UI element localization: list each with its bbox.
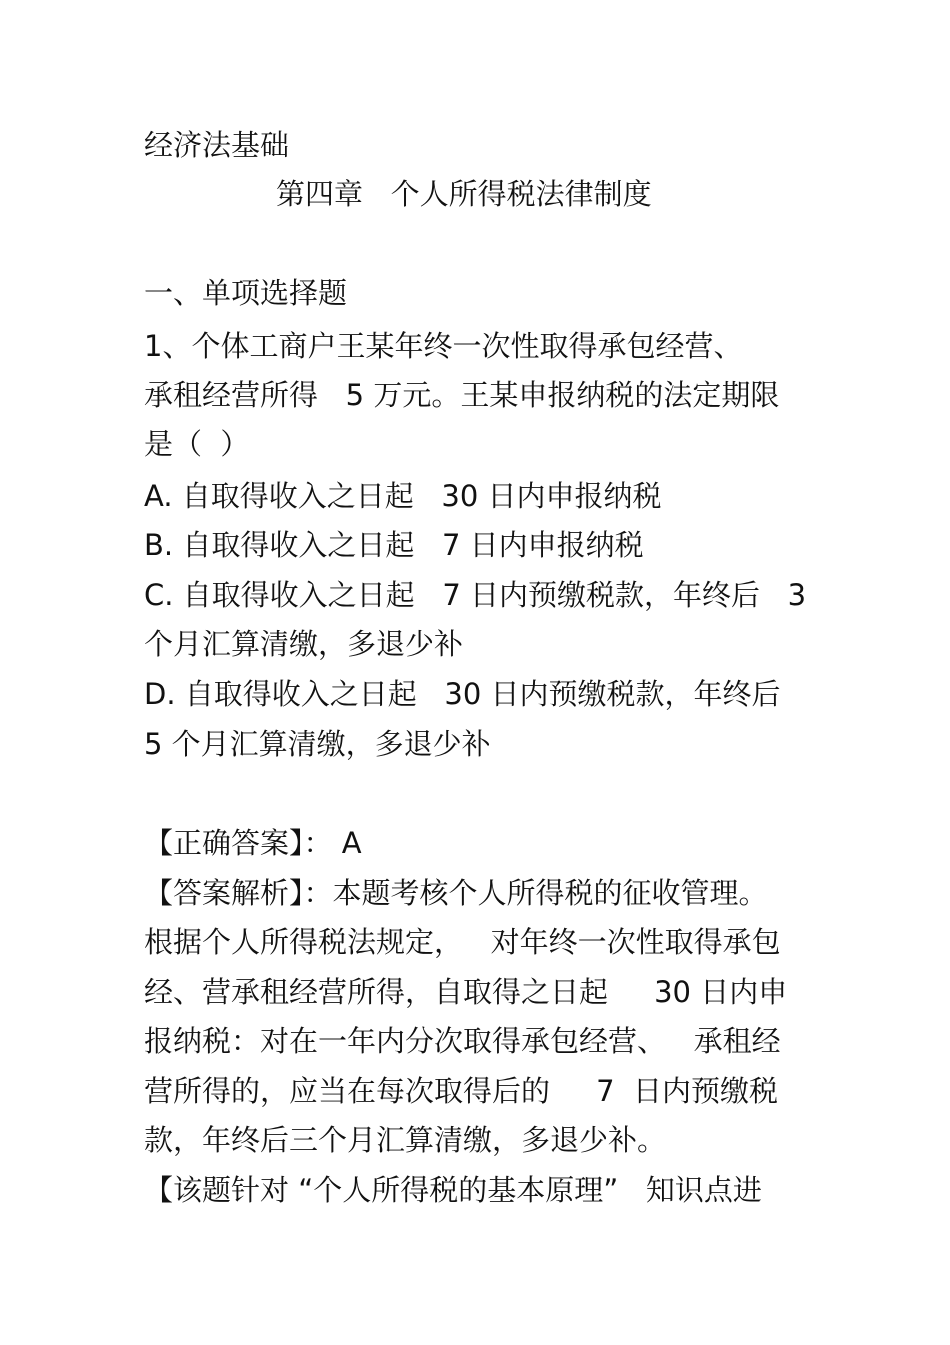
option-c: C. 自取得收入之日起 7 日内预缴税款，年终后 3 xyxy=(144,578,807,612)
option-b: B. 自取得收入之日起 7 日内申报纳税 xyxy=(144,528,644,562)
knowledge-point-note: 【该题针对 “个人所得税的基本原理” 知识点进 xyxy=(144,1173,762,1207)
correct-answer: 【正确答案】： A xyxy=(144,826,362,860)
option-a: A. 自取得收入之日起 30 日内申报纳税 xyxy=(144,479,662,513)
question-stem-line: 是（ ） xyxy=(144,427,250,461)
question-stem-line: 承租经营所得 5 万元。王某申报纳税的法定期限 xyxy=(144,378,780,412)
subject-title: 经济法基础 xyxy=(144,128,290,162)
option-d: D. 自取得收入之日起 30 日内预缴税款，年终后 xyxy=(144,677,781,711)
analysis-line: 营所得的，应当在每次取得后的 7 日内预缴税 xyxy=(144,1074,778,1108)
question-stem-line: 1、个体工商户王某年终一次性取得承包经营、 xyxy=(144,329,743,363)
section-heading: 一、单项选择题 xyxy=(144,276,348,310)
analysis-line: 经、营承租经营所得，自取得之日起 30 日内申 xyxy=(144,975,788,1009)
analysis-line: 根据个人所得税法规定， 对年终一次性取得承包 xyxy=(144,925,781,959)
analysis-line: 款，年终后三个月汇算清缴，多退少补。 xyxy=(144,1123,667,1157)
option-d-continued: 5 个月汇算清缴，多退少补 xyxy=(144,727,491,761)
option-c-continued: 个月汇算清缴，多退少补 xyxy=(144,627,464,661)
analysis-line: 【答案解析】：本题考核个人所得税的征收管理。 xyxy=(144,876,768,910)
analysis-line: 报纳税：对在一年内分次取得承包经营、 承租经 xyxy=(144,1024,781,1058)
chapter-title: 第四章 个人所得税法律制度 xyxy=(276,177,652,211)
